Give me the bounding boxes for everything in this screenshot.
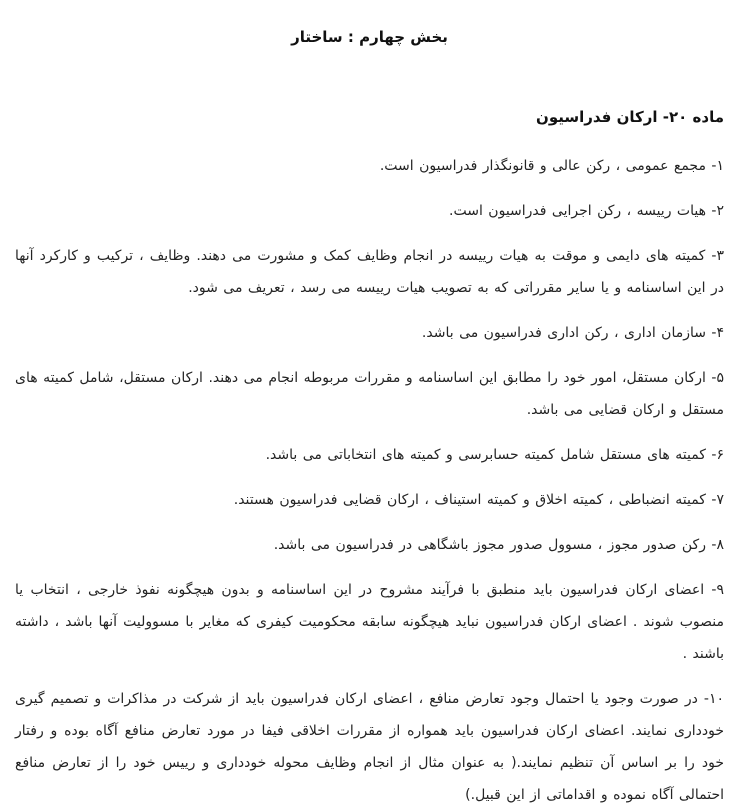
article-item-8: ۸- رکن صدور مجوز ، مسوول صدور مجوز باشگاهی در فدراسیون می باشد. (273, 537, 724, 553)
article-heading: ماده ۲۰- ارکان فدراسیون (536, 108, 724, 126)
article-item-10: ۱۰- در صورت وجود یا احتمال وجود تعارض منافع ، اعضای ارکان فدراسیون باید از شرکت در مذاکرات و تصمیم گیری خودداری نمایند. اعضای ارکان فدراسیون باید همواره از مقررات اخلاقی فیفا در مورد تعارض منافع آگاه بوده و رفتار خود را بر اساس آن تنظیم نمایند.( به عنوان مثال از انجام وظایف محوله خودداری و رییس خود را از تعارض منافع احتمالی آگاه نموده و اقداماتی از این قبیل.) (15, 691, 724, 803)
article-items (15, 150, 724, 804)
article-item-6: ۶- کمیته های مستقل شامل کمیته حسابرسی و کمیته های انتخاباتی می باشد. (265, 447, 724, 463)
article-item-5: ۵- ارکان مستقل، امور خود را مطابق این اساسنامه و مقررات مربوطه انجام می دهند. ارکان مستقل، شامل کمیته های مستقل و ارکان قضایی می باشد. (15, 370, 724, 418)
article-item-2: ۲- هیات رییسه ، رکن اجرایی فدراسیون است. (449, 203, 724, 219)
article-item-7: ۷- کمیته انضباطی ، کمیته اخلاق و کمیته استیناف ، ارکان قضایی فدراسیون هستند. (233, 492, 724, 508)
article-item-3: ۳- کمیته های دایمی و موقت به هیات رییسه در انجام وظایف کمک و مشورت می دهند. وظایف ، ترکیب و کارکرد آنها در این اساسنامه و یا سایر مقرراتی که به تصویب هیات رییسه می رسد ، تعریف می شود. (15, 248, 724, 296)
article-item-1: ۱- مجمع عمومی ، رکن عالی و قانونگذار فدراسیون است. (379, 158, 724, 174)
section-title: بخش چهارم : ساختار (291, 28, 448, 46)
article-item-9: ۹- اعضای ارکان فدراسیون باید منطبق با فرآیند مشروح در این اساسنامه و بدون هیچگونه نفوذ خارجی ، انتخاب یا منصوب شوند . اعضای ارکان فدراسیون نباید هیچگونه سابقه محکومیت کیفری که مغایر با مسوولیت آنها باشد ، داشته باشند . (15, 582, 724, 662)
article-item-4: ۴- سازمان اداری ، رکن اداری فدراسیون می باشد. (421, 325, 724, 341)
